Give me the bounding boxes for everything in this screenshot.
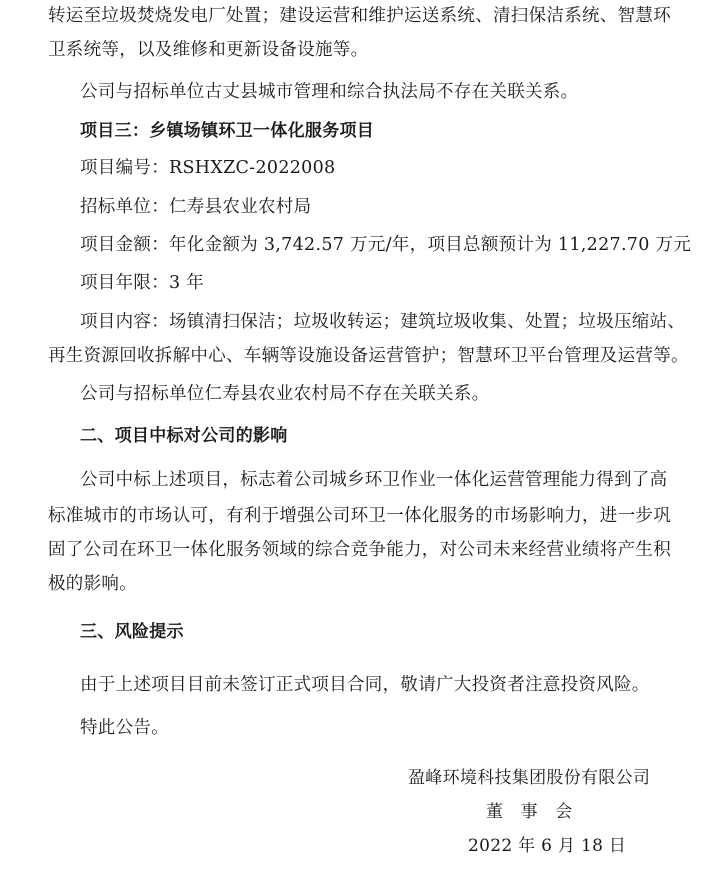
section2-paragraph-line: 标准城市的市场认可，有利于增强公司环卫一体化服务的市场影响力，进一步巩 <box>48 506 671 526</box>
section3-heading: 三、风险提示 <box>80 622 184 642</box>
signature-company: 盈峰环境科技集团股份有限公司 <box>408 768 651 788</box>
signature-board: 董 事 会 <box>486 802 573 822</box>
paragraph-line: 转运至垃圾焚烧发电厂处置；建设运营和维护运送系统、清扫保洁系统、智慧环 <box>48 6 671 26</box>
project3-content-line: 再生资源回收拆解中心、车辆等设施设备运营管护；智慧环卫平台管理及运营等。 <box>48 346 689 366</box>
project3-content-line: 项目内容：场镇清扫保洁；垃圾收转运；建筑垃圾收集、处置；垃圾压缩站、 <box>80 312 686 332</box>
project3-heading: 项目三：乡镇场镇环卫一体化服务项目 <box>80 121 375 141</box>
project3-tenderer: 招标单位：仁寿县农业农村局 <box>80 197 312 217</box>
closing-statement: 特此公告。 <box>80 718 169 738</box>
project3-relation-statement: 公司与招标单位仁寿县农业农村局不存在关联关系。 <box>80 384 490 404</box>
project3-number: 项目编号：RSHXZC-2022008 <box>80 158 336 178</box>
section2-paragraph-line: 固了公司在环卫一体化服务领域的综合竞争能力，对公司未来经营业绩将产生积 <box>48 540 671 560</box>
paragraph-line: 卫系统等，以及维修和更新设备设施等。 <box>48 40 369 60</box>
section2-paragraph-line: 极的影响。 <box>48 574 137 594</box>
project2-relation-statement: 公司与招标单位古丈县城市管理和综合执法局不存在关联关系。 <box>80 82 579 102</box>
signature-date: 2022 年 6 月 18 日 <box>468 836 627 856</box>
project3-amount: 项目金额：年化金额为 3,742.57 万元/年，项目总额预计为 11,227.70 万元 <box>80 235 692 255</box>
section3-text: 由于上述项目目前未签订正式项目合同，敬请广大投资者注意投资风险。 <box>80 675 650 695</box>
project3-term: 项目年限：3 年 <box>80 273 205 293</box>
section2-heading: 二、项目中标对公司的影响 <box>80 426 288 446</box>
section2-paragraph-line: 公司中标上述项目，标志着公司城乡环卫作业一体化运营管理能力得到了高 <box>80 470 668 490</box>
